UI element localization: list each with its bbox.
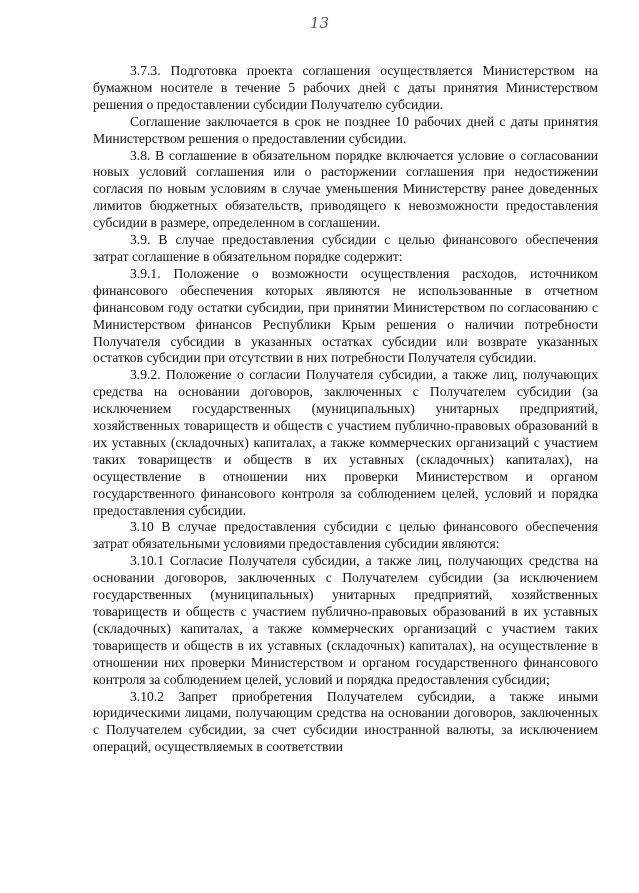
paragraph-3-10: 3.10 В случае предоставления субсидии с целью финансового обеспечения затрат обязательными условиями предоставления субсидии являются: [93, 519, 598, 552]
paragraph-3-8: 3.8. В соглашение в обязательном порядке включается условие о согласовании новых условий соглашения или о расторжении соглашения при недостижении согласия по новым условиям в случае уменьшения Министерству ранее доведенных лимитов бюджетных обязательств, приводящего к невозможности предоставления субсидии в размере, определенном в соглашении. [93, 147, 598, 231]
paragraph-agreement-term: Соглашение заключается в срок не позднее 10 рабочих дней с даты принятия Министерством решения о предоставлении субсидии. [93, 113, 598, 146]
paragraph-3-10-2: 3.10.2 Запрет приобретения Получателем субсидии, а также иными юридическими лицами, получающим средства на основании договоров, заключенных с Получателем субсидии, за счет субсидии иностранной валюты, за исключением операций, осуществляемых в соответствии [93, 688, 598, 755]
paragraph-3-9-1: 3.9.1. Положение о возможности осуществления расходов, источником финансового обеспечения которых являются не использованные в отчетном финансовом году остатки субсидии, при принятии Министерством по согласованию с Министерством финансов Республики Крым решения о наличии потребности Получателя субсидии в указанных остатках субсидии или возврате указанных остатков субсидии при отсутствии в них потребности Получателя субсидии. [93, 265, 598, 366]
paragraph-3-7-3: 3.7.3. Подготовка проекта соглашения осуществляется Министерством на бумажном носителе в течение 5 рабочих дней с даты принятия Министерством решения о предоставлении субсидии Получателю субсидии. [93, 63, 598, 112]
document-body [93, 63, 598, 756]
paragraph-3-10-1: 3.10.1 Согласие Получателя субсидии, а также лиц, получающих средства на основании договоров, заключенных с Получателем субсидии (за исключением государственных (муниципальных) унитарных предприятий, хозяйственных товариществ и обществ с участием публично-правовых образований в их уставных (складочных) капиталах, а также коммерческих организаций с участием таких товариществ и обществ в их уставных (складочных) капиталах), на осуществление в отношении них проверки Министерством и органом государственного финансового контроля за соблюдением целей, условий и порядка предоставления субсидии; [93, 553, 598, 687]
paragraph-3-9-2: 3.9.2. Положение о согласии Получателя субсидии, а также лиц, получающих средства на основании договоров, заключенных с Получателем субсидии (за исключением государственных (муниципальных) унитарных предприятий, хозяйственных товариществ и обществ с участием публично-правовых образований в их уставных (складочных) капиталах, а также коммерческих организаций с участием таких товариществ и обществ в их уставных (складочных) капиталах), на осуществление в отношении них проверки Министерством и органом государственного финансового контроля за соблюдением целей, условий и порядка предоставления субсидии. [93, 367, 598, 518]
paragraph-3-9: 3.9. В случае предоставления субсидии с целью финансового обеспечения затрат соглашение в обязательном порядке содержит: [93, 232, 598, 264]
page-number: 13 [309, 14, 330, 32]
